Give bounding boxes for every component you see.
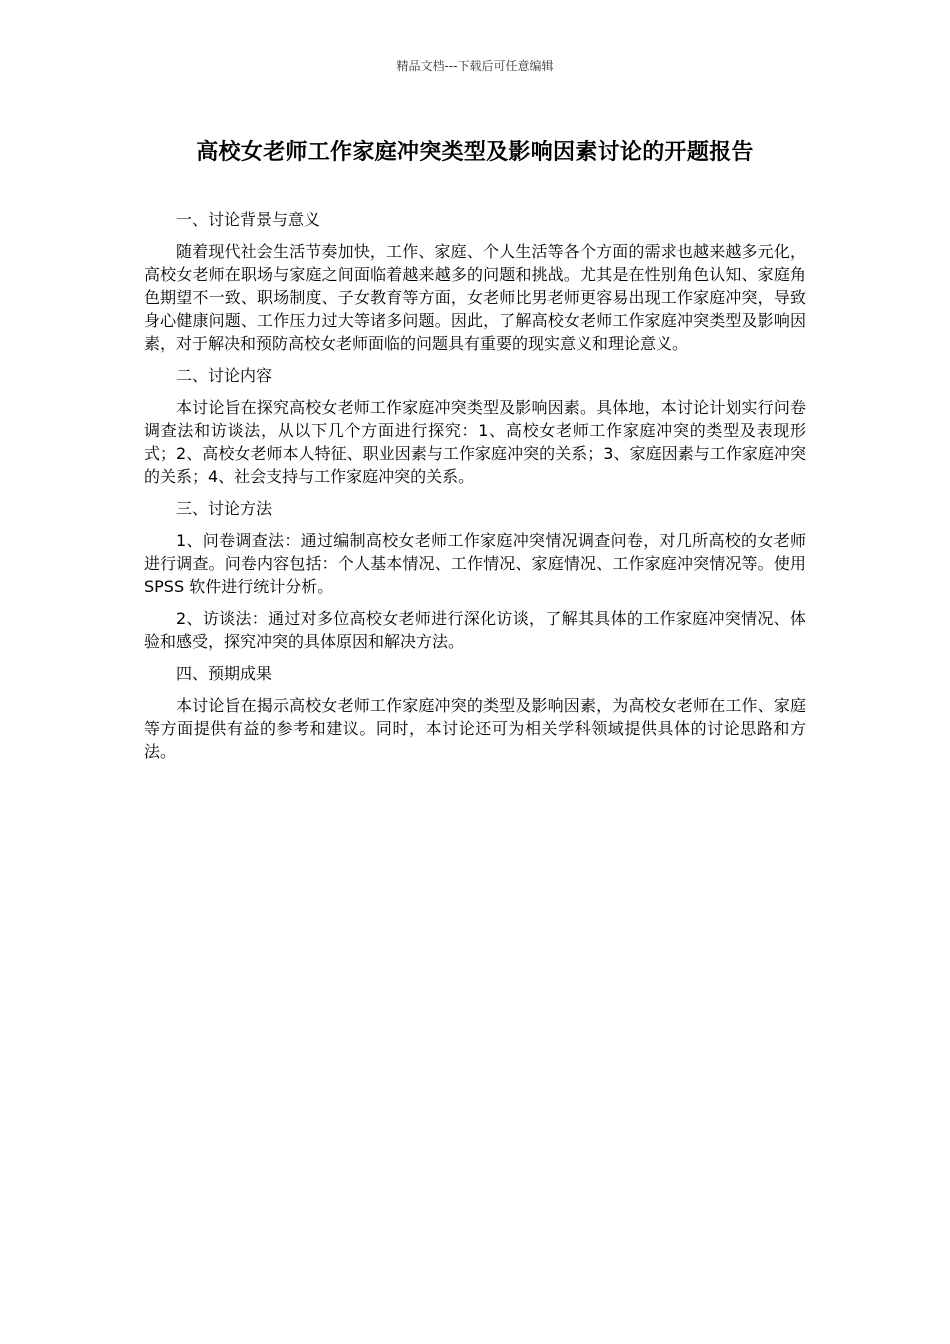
body-paragraph: 随着现代社会生活节奏加快，工作、家庭、个人生活等各个方面的需求也越来越多元化，高校女老师在职场与家庭之间面临着越来越多的问题和挑战。尤其是在性别角色认知、家庭角色期望不一致、职场制度、子女教育等方面，女老师比男老师更容易出现工作家庭冲突，导致身心健康问题、工作压力过大等诸多问题。因此，了解高校女老师工作家庭冲突类型及影响因素，对于解决和预防高校女老师面临的问题具有重要的现实意义和理论意义。 bbox=[144, 242, 806, 353]
section-background bbox=[144, 208, 806, 355]
header-note: 精品文档---下载后可任意编辑 bbox=[396, 59, 554, 73]
section-heading: 四、预期成果 bbox=[176, 664, 273, 683]
body-paragraph: 1、问卷调查法：通过编制高校女老师工作家庭冲突情况调查问卷，对几所高校的女老师进行调查。问卷内容包括：个人基本情况、工作情况、家庭情况、工作家庭冲突情况等。使用 SPSS 软件进行统计分析。 bbox=[144, 531, 806, 596]
section-expected-results bbox=[144, 662, 806, 763]
section-heading: 三、讨论方法 bbox=[176, 499, 273, 518]
section-content bbox=[144, 364, 806, 488]
section-heading: 一、讨论背景与意义 bbox=[176, 210, 321, 229]
document-body bbox=[144, 208, 806, 772]
body-paragraph: 2、访谈法：通过对多位高校女老师进行深化访谈，了解其具体的工作家庭冲突情况、体验和感受，探究冲突的具体原因和解决方法。 bbox=[144, 609, 806, 651]
body-paragraph: 本讨论旨在探究高校女老师工作家庭冲突类型及影响因素。具体地，本讨论计划实行问卷调查法和访谈法，从以下几个方面进行探究：1、高校女老师工作家庭冲突的类型及表现形式；2、高校女老师本人特征、职业因素与工作家庭冲突的关系；3、家庭因素与工作家庭冲突的关系；4、社会支持与工作家庭冲突的关系。 bbox=[144, 398, 806, 486]
section-methods bbox=[144, 497, 806, 653]
document-title: 高校女老师工作家庭冲突类型及影响因素讨论的开题报告 bbox=[196, 140, 754, 165]
section-heading: 二、讨论内容 bbox=[176, 366, 273, 385]
body-paragraph: 本讨论旨在揭示高校女老师工作家庭冲突的类型及影响因素，为高校女老师在工作、家庭等方面提供有益的参考和建议。同时，本讨论还可为相关学科领域提供具体的讨论思路和方法。 bbox=[144, 696, 806, 761]
